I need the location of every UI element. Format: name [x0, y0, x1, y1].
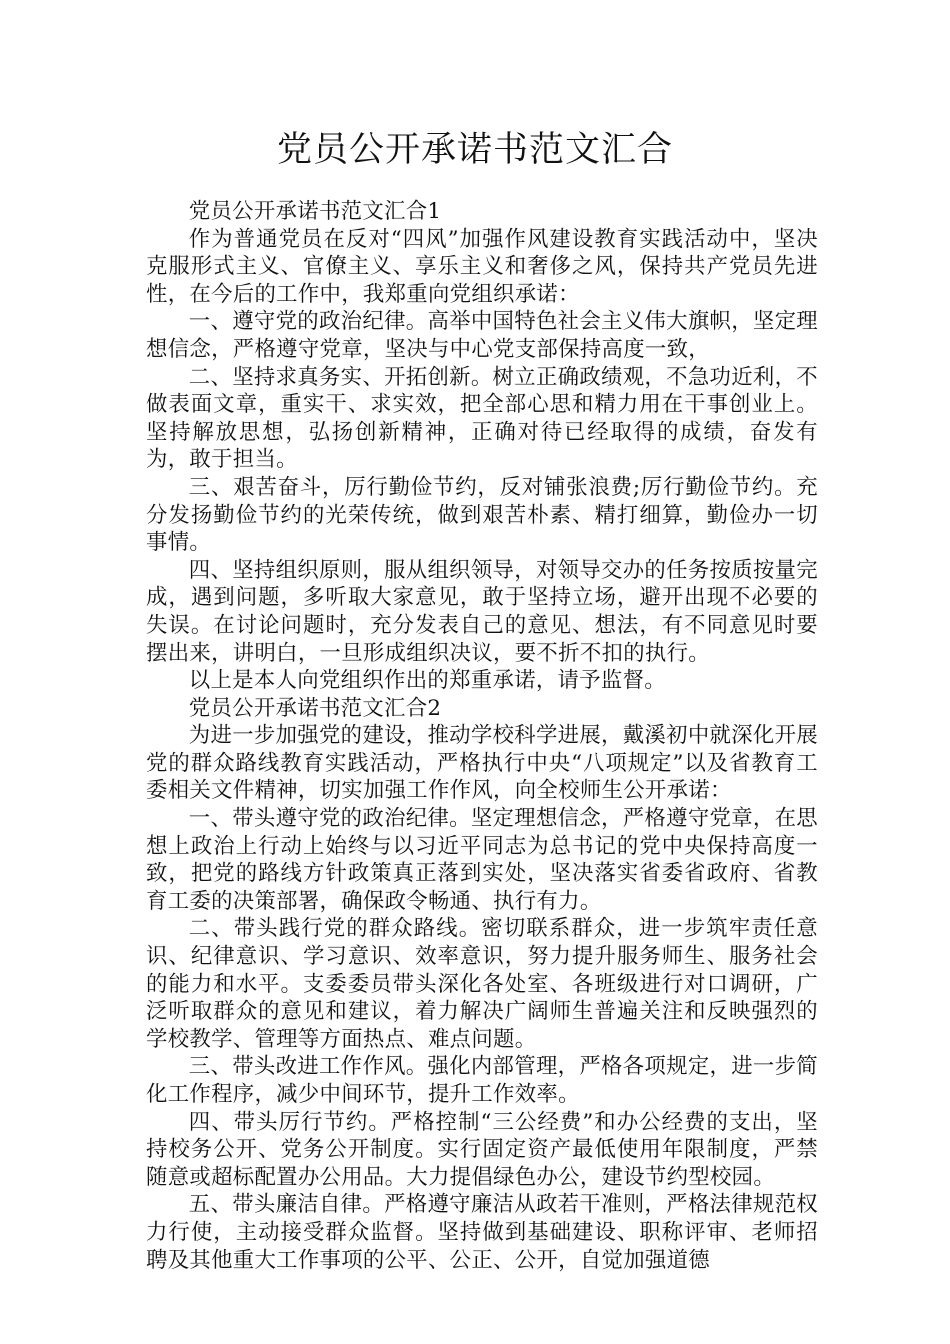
paragraph: 三、艰苦奋斗，厉行勤俭节约，反对铺张浪费;厉行勤俭节约。充分发扬勤俭节约的光荣传统，做到艰苦朴素、精打细算，勤俭办一切事情。	[146, 474, 818, 556]
document-title: 党员公开承诺书范文汇合	[276, 130, 673, 170]
paragraph: 四、坚持组织原则，服从组织领导，对领导交办的任务按质按量完成，遇到问题，多听取大家意见，敢于坚持立场，避开出现不必要的失误。在讨论问题时，充分发表自己的意见、想法，有不同意见时要摆出来，讲明白，一旦形成组织决议，要不折不扣的执行。	[146, 557, 818, 666]
paragraph: 五、带头廉洁自律。严格遵守廉洁从政若干准则，严格法律规范权力行使，主动接受群众监督。坚持做到基础建设、职称评审、老师招聘及其他重大工作事项的公平、公正、公开，自觉加强道德	[146, 1192, 818, 1273]
paragraph: 作为普通党员在反对“四风”加强作风建设教育实践活动中，坚决克服形式主义、官僚主义、享乐主义和奢侈之风，保持共产党员先进性，在今后的工作中，我郑重向党组织承诺：	[146, 226, 818, 307]
paragraph: 党员公开承诺书范文汇合1	[188, 199, 442, 224]
paragraph: 二、坚持求真务实、开拓创新。树立正确政绩观，不急功近利，不做表面文章，重实干、求实效，把全部心思和精力用在干事创业上。坚持解放思想，弘扬创新精神，正确对待已经取得的成绩，奋发有为，敢于担当。	[146, 364, 818, 473]
document-body	[146, 198, 818, 1274]
paragraph: 三、带头改进工作作风。强化内部管理，严格各项规定，进一步简化工作程序，减少中间环节，提升工作效率。	[146, 1054, 818, 1107]
paragraph: 党员公开承诺书范文汇合2	[188, 695, 442, 721]
paragraph: 四、带头厉行节约。严格控制“三公经费”和办公经费的支出，坚持校务公开、党务公开制度。实行固定资产最低使用年限制度，严禁随意或超标配置办公用品。大力提倡绿色办公，建设节约型校园。	[146, 1109, 818, 1190]
paragraph: 二、带头践行党的群众路线。密切联系群众，进一步筑牢责任意识、纪律意识、学习意识、效率意识，努力提升服务师生、服务社会的能力和水平。支委委员带头深化各处室、各班级进行对口调研，广泛听取群众的意见和建议，着力解决广阔师生普遍关注和反映强烈的学校教学、管理等方面热点、难点问题。	[146, 916, 818, 1052]
paragraph: 为进一步加强党的建设，推动学校科学进展，戴溪初中就深化开展党的群众路线教育实践活动，严格执行中央“八项规定”以及省教育工委相关文件精神，切实加强工作作风，向全校师生公开承诺：	[146, 723, 818, 804]
paragraph: 一、遵守党的政治纪律。高举中国特色社会主义伟大旗帜，坚定理想信念，严格遵守党章，坚决与中心党支部保持高度一致，	[146, 309, 818, 362]
paragraph: 一、带头遵守党的政治纪律。坚定理想信念，严格遵守党章，在思想上政治上行动上始终与以习近平同志为总书记的党中央保持高度一致，把党的路线方针政策真正落到实处，坚决落实省委省政府、省教育工委的决策部署，确保政令畅通、执行有力。	[146, 806, 818, 914]
paragraph: 以上是本人向党组织作出的郑重承诺，请予监督。	[188, 668, 666, 694]
